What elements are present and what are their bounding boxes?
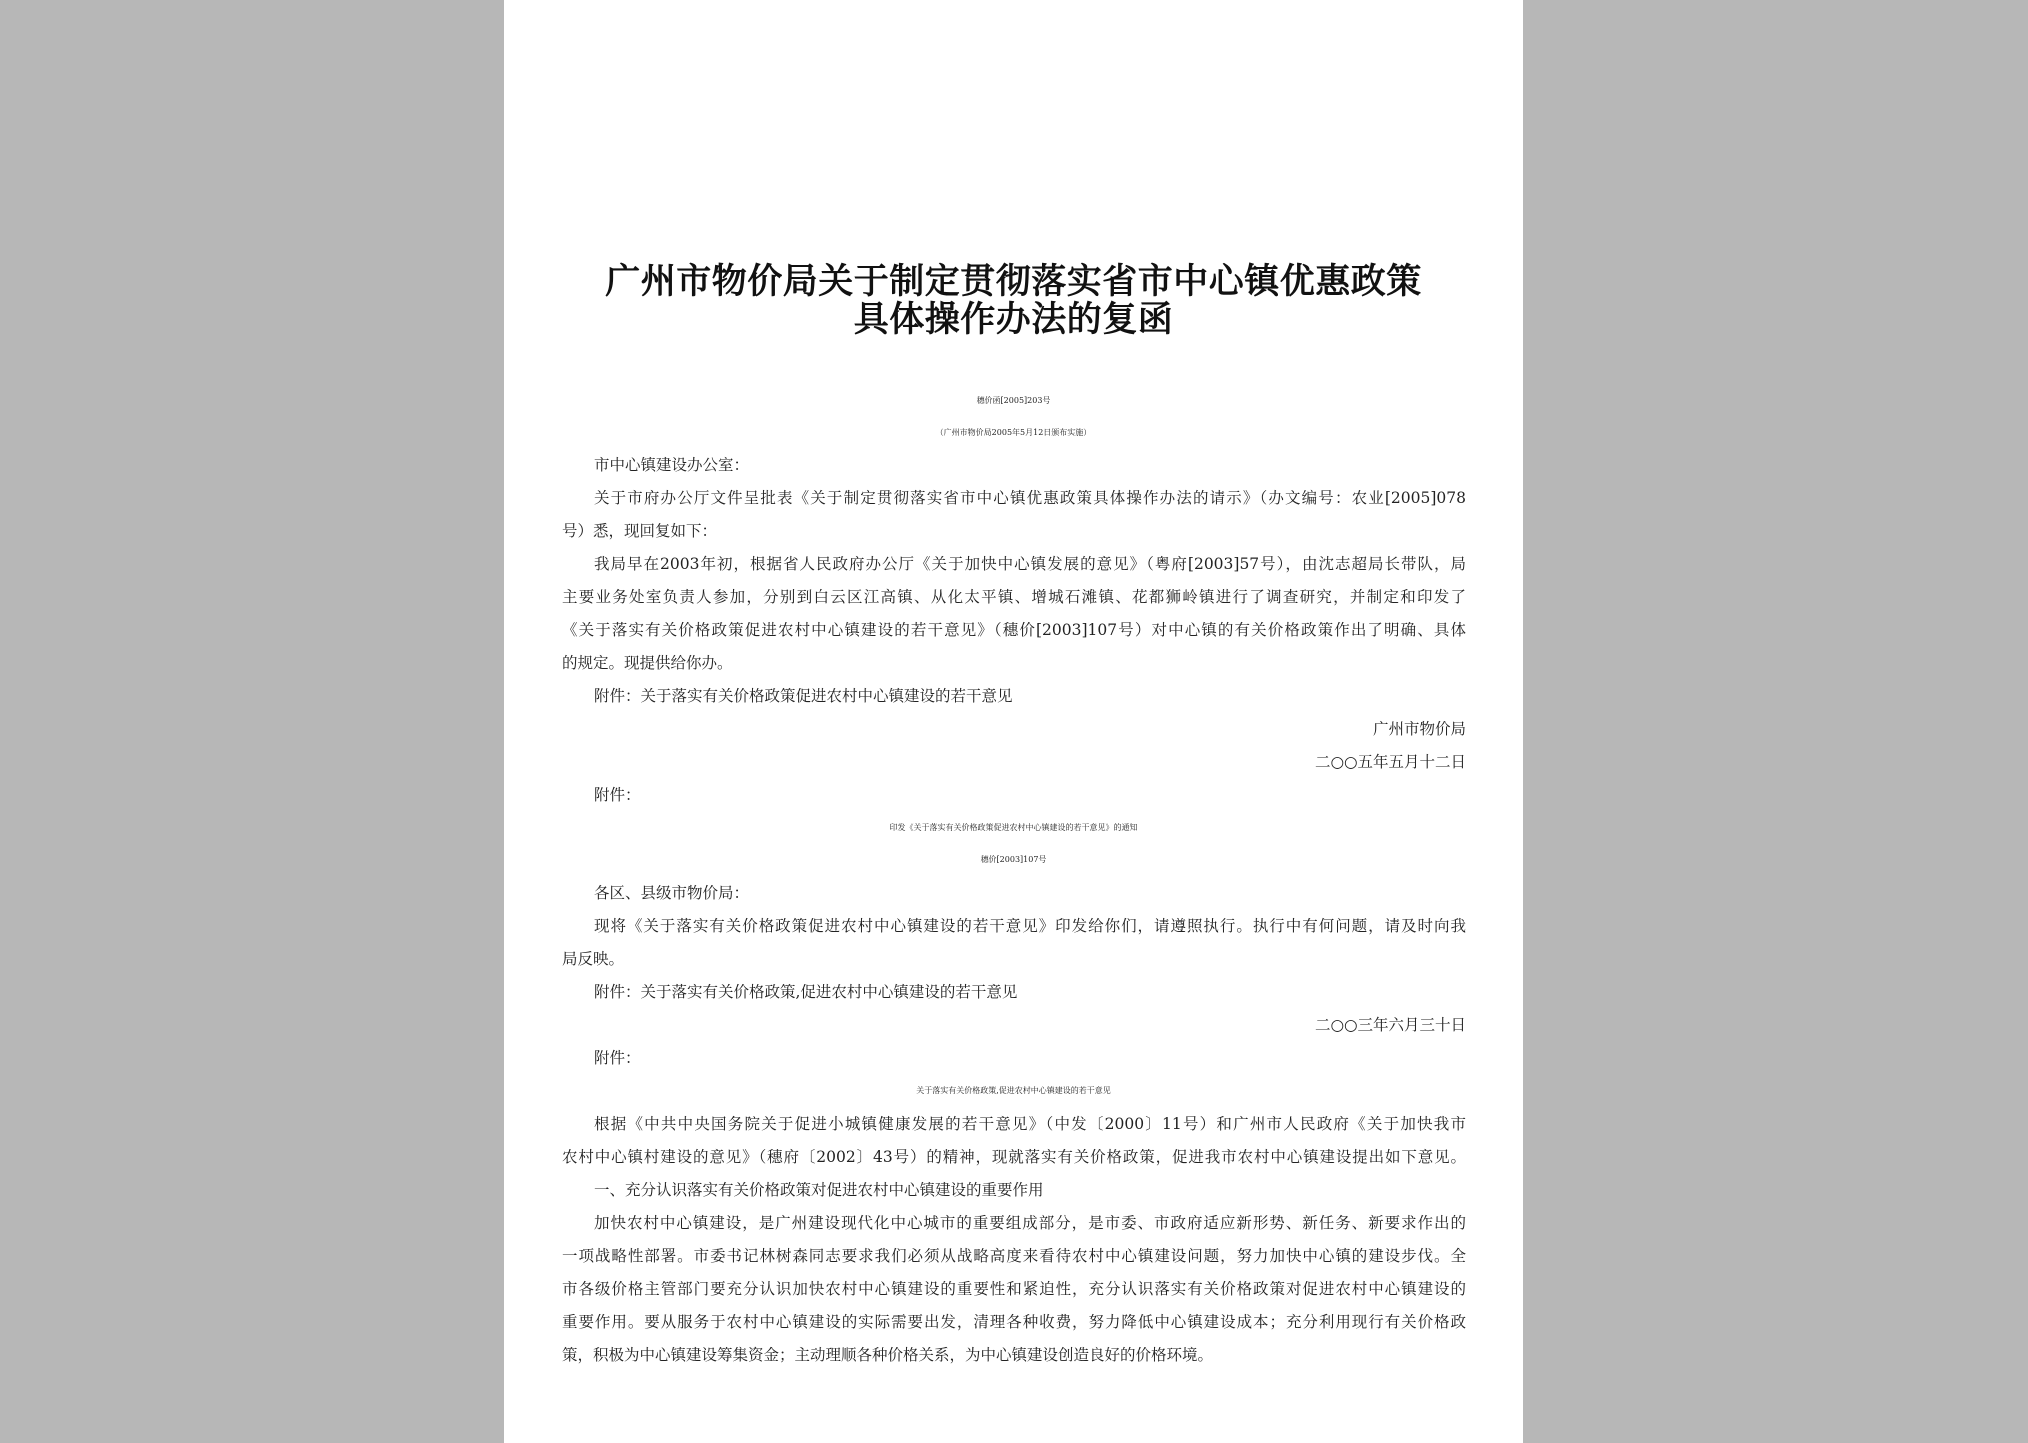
notice-paragraph-line-1: 现将《关于落实有关价格政策促进农村中心镇建设的若干意见》印发给你们，请遵照执行。执行中有何问题，请及时向我 [594,917,1466,935]
section-1-line-2: 一项战略性部署。市委书记林树森同志要求我们必须从战略高度来看待农村中心镇建设问题，努力加快中心镇的建设步伐。全 [562,1247,1466,1265]
document-page [504,0,1523,1443]
paragraph-1-line-2: 号）悉，现回复如下： [562,522,718,540]
document-title-line-1: 广州市物价局关于制定贯彻落实省市中心镇优惠政策 [605,261,1422,302]
section-1-line-1: 加快农村中心镇建设，是广州建设现代化中心城市的重要组成部分，是市委、市政府适应新形势、新任务、新要求作出的 [594,1214,1466,1232]
opinion-paragraph-line-1: 根据《中共中央国务院关于促进小城镇健康发展的若干意见》（中发〔2000〕11号）和广州市人民政府《关于加快我市 [594,1115,1466,1133]
section-1-line-4: 重要作用。要从服务于农村中心镇建设的实际需要出发，清理各种收费，努力降低中心镇建设成本；充分利用现行有关价格政 [562,1313,1466,1331]
section-1-line-3: 市各级价格主管部门要充分认识加快农村中心镇建设的重要性和紧迫性，充分认识落实有关价格政策对促进农村中心镇建设的 [562,1280,1466,1298]
attachment-label-2: 附件： [594,1049,641,1067]
section-1-heading: 一、充分认识落实有关价格政策对促进农村中心镇建设的重要作用 [594,1181,1044,1199]
attachment-note-1: 附件：关于落实有关价格政策促进农村中心镇建设的若干意见 [594,687,1013,705]
signature: 广州市物价局 [1372,720,1466,738]
issue-note: （广州市物价局2005年5月12日颁布实施） [935,428,1092,437]
notice-number: 穗价[2003]107号 [980,855,1047,864]
notice-paragraph-line-2: 局反映。 [562,950,625,968]
notice-addressee: 各区、县级市物价局： [594,884,750,902]
paragraph-2-line-4: 的规定。现提供给你办。 [562,654,733,672]
document-title-line-2: 具体操作办法的复函 [853,299,1174,340]
section-1-line-5: 策，积极为中心镇建设筹集资金；主动理顺各种价格关系，为中心镇建设创造良好的价格环境。 [562,1346,1214,1364]
notice-title: 印发《关于落实有关价格政策促进农村中心镇建设的若干意见》的通知 [889,823,1138,832]
attachment-label-1: 附件： [594,786,641,804]
paragraph-1-line-1: 关于市府办公厅文件呈批表《关于制定贯彻落实省市中心镇优惠政策具体操作办法的请示》（办文编号：农业[2005]078 [594,489,1466,507]
paragraph-2-line-2: 主要业务处室负责人参加，分别到白云区江高镇、从化太平镇、增城石滩镇、花都狮岭镇进行了调查研究，并制定和印发了 [562,588,1466,606]
paragraph-2-line-1: 我局早在2003年初，根据省人民政府办公厅《关于加快中心镇发展的意见》（粤府[2003]57号），由沈志超局长带队，局 [594,555,1466,573]
document-number: 穗价函[2005]203号 [976,396,1051,405]
addressee: 市中心镇建设办公室： [594,456,750,474]
paragraph-2-line-3: 《关于落实有关价格政策促进农村中心镇建设的若干意见》（穗价[2003]107号）对中心镇的有关价格政策作出了明确、具体 [562,621,1466,639]
date-1: 二○○五年五月十二日 [1314,753,1466,771]
attachment-note-2: 附件：关于落实有关价格政策,促进农村中心镇建设的若干意见 [594,983,1018,1001]
opinion-title: 关于落实有关价格政策,促进农村中心镇建设的若干意见 [916,1086,1111,1095]
date-2: 二○○三年六月三十日 [1314,1016,1466,1034]
opinion-paragraph-line-2: 农村中心镇村建设的意见》（穗府〔2002〕43号）的精神，现就落实有关价格政策，促进我市农村中心镇建设提出如下意见。 [562,1148,1466,1166]
